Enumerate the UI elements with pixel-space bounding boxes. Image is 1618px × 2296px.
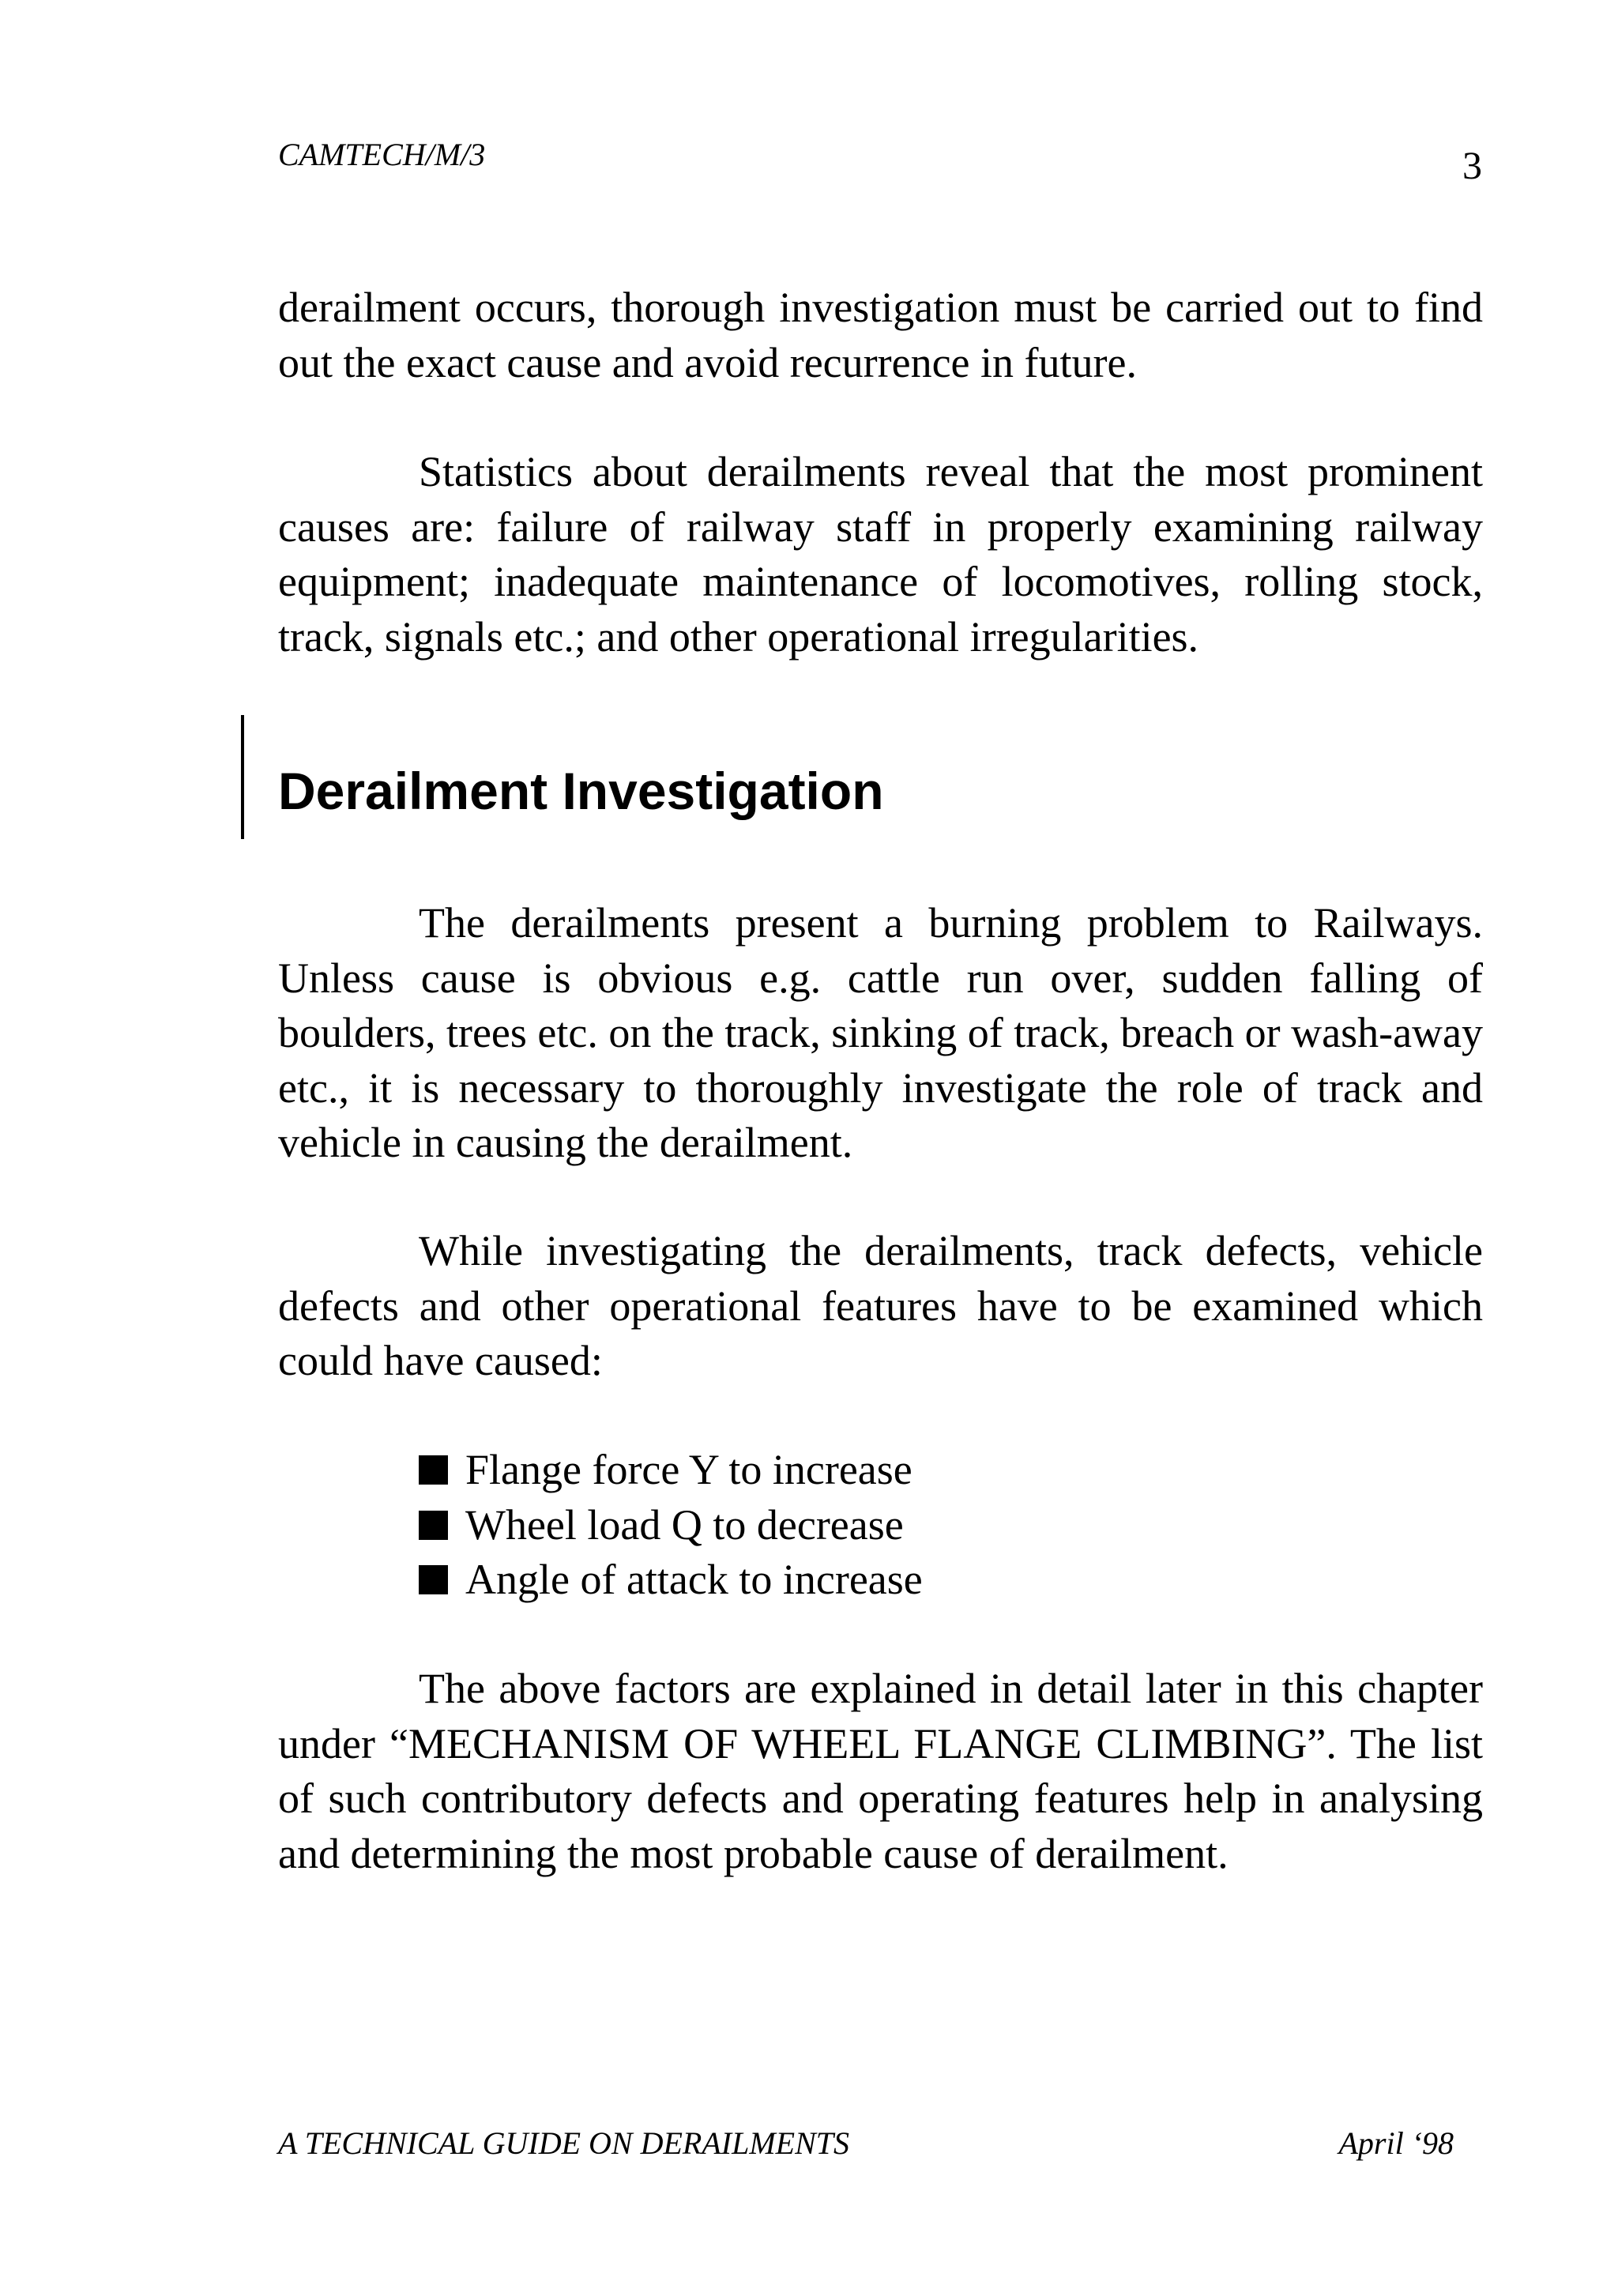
paragraph-text: The above factors are explained in detail later in this chapter under “MECHANISM OF WHEEL FLANGE CLIMBING”. The list of such contributory defects and operating features help in analysing and determining the most probable cause of derailment. — [278, 1665, 1483, 1877]
paragraph-text: derailment occurs, thorough investigation must be carried out to find out the exact cause and avoid recurrence in future. — [278, 284, 1483, 386]
paragraph-factors — [278, 1662, 1483, 1881]
paragraph-continuation — [278, 280, 1483, 390]
list-item-text: Flange force Y to increase — [465, 1446, 912, 1493]
list-item-text: Angle of attack to increase — [465, 1556, 923, 1603]
footer-title: A TECHNICAL GUIDE ON DERAILMENTS — [278, 2125, 850, 2161]
bullet-list — [419, 1443, 923, 1608]
paragraph-statistics — [278, 445, 1483, 664]
page-number: 3 — [1462, 143, 1482, 187]
paragraph-burning-problem — [278, 896, 1483, 1171]
change-bar — [241, 715, 244, 839]
square-bullet-icon — [419, 1565, 448, 1594]
list-item — [419, 1553, 923, 1608]
header-doc-code: CAMTECH/M/3 — [278, 137, 486, 172]
footer-date: April ‘98 — [1338, 2125, 1454, 2161]
paragraph-investigating — [278, 1224, 1483, 1389]
paragraph-text: While investigating the derailments, track defects, vehicle defects and other operational features have to be examined which could have caused: — [278, 1227, 1483, 1384]
list-item — [419, 1498, 923, 1553]
paragraph-text: The derailments present a burning problem to Railways. Unless cause is obvious e.g. cattle run over, sudden falling of boulders, trees etc. on the track, sinking of track, breach or wash-away etc., it is necessary to thoroughly investigate the role of track and vehicle in causing the derailment. — [278, 899, 1483, 1166]
list-item — [419, 1443, 923, 1498]
square-bullet-icon — [419, 1455, 448, 1485]
paragraph-text: Statistics about derailments reveal that the most prominent causes are: failure of railway staff in properly examining railway equipment; inadequate maintenance of locomotives, rolling stock, track, signals etc.; and other operational irregularities. — [278, 448, 1483, 661]
square-bullet-icon — [419, 1511, 448, 1540]
list-item-text: Wheel load Q to decrease — [465, 1500, 904, 1549]
section-heading: Derailment Investigation — [278, 762, 884, 820]
